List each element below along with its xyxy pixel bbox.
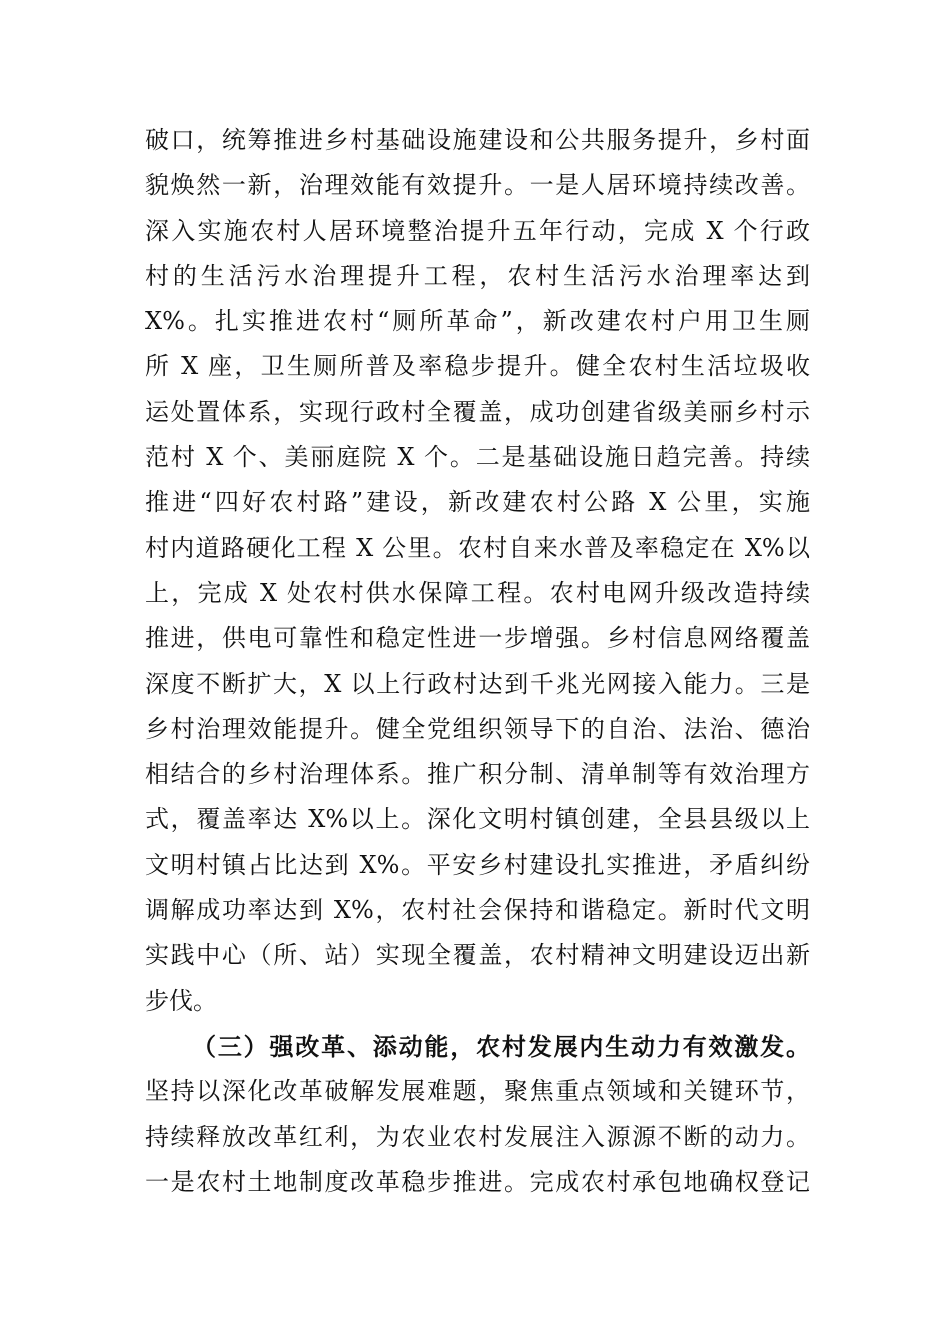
text-line: 步伐。: [145, 986, 217, 1015]
text-line: 运处置体系，实现行政村全覆盖，成功创建省级美丽乡村示: [145, 397, 810, 426]
text-line: 貌焕然一新，治理效能有效提升。一是人居环境持续改善。: [145, 171, 810, 200]
paragraph-rural-infrastructure: [145, 118, 810, 1024]
text-line: 所 X 座，卫生厕所普及率稳步提升。健全农村生活垃圾收: [145, 352, 810, 381]
section-heading: （三）强改革、添动能，农村发展内生动力有效激发。: [192, 1031, 810, 1061]
text-line: 持续释放改革红利，为农业农村发展注入源源不断的动力。: [145, 1122, 810, 1151]
text-line: 文明村镇占比达到 X%。平安乡村建设扎实推进，矛盾纠纷: [145, 850, 810, 879]
text-line: 调解成功率达到 X%，农村社会保持和谐稳定。新时代文明: [145, 896, 810, 925]
text-line: 村的生活污水治理提升工程，农村生活污水治理率达到: [145, 261, 810, 290]
text-line: 村内道路硬化工程 X 公里。农村自来水普及率稳定在 X%以: [145, 533, 810, 562]
text-line: 实践中心（所、站）实现全覆盖，农村精神文明建设迈出新: [145, 941, 810, 970]
text-line: 范村 X 个、美丽庭院 X 个。二是基础设施日趋完善。持续: [145, 443, 810, 472]
text-line: X%。扎实推进农村“厕所革命”，新改建农村户用卫生厕: [145, 307, 810, 336]
text-line: 坚持以深化改革破解发展难题，聚焦重点领域和关键环节，: [145, 1077, 810, 1106]
text-line: 乡村治理效能提升。健全党组织领导下的自治、法治、德治: [145, 714, 810, 743]
paragraph-rural-reform: [145, 1024, 810, 1205]
text-line: 破口，统筹推进乡村基础设施建设和公共服务提升，乡村面: [145, 126, 810, 154]
text-line: 深入实施农村人居环境整治提升五年行动，完成 X 个行政: [145, 216, 810, 245]
text-line: 推进“四好农村路”建设，新改建农村公路 X 公里，实施: [145, 488, 810, 517]
text-line: 一是农村土地制度改革稳步推进。完成农村承包地确权登记: [145, 1167, 810, 1196]
text-line: 推进，供电可靠性和稳定性进一步增强。乡村信息网络覆盖: [145, 624, 810, 653]
document-body: [145, 118, 810, 1205]
text-line: 深度不断扩大，X 以上行政村达到千兆光网接入能力。三是: [145, 669, 810, 698]
text-line: 相结合的乡村治理体系。推广积分制、清单制等有效治理方: [145, 760, 810, 789]
text-line: 上，完成 X 处农村供水保障工程。农村电网升级改造持续: [145, 578, 810, 607]
text-line: 式，覆盖率达 X%以上。深化文明村镇创建，全县县级以上: [145, 805, 810, 834]
